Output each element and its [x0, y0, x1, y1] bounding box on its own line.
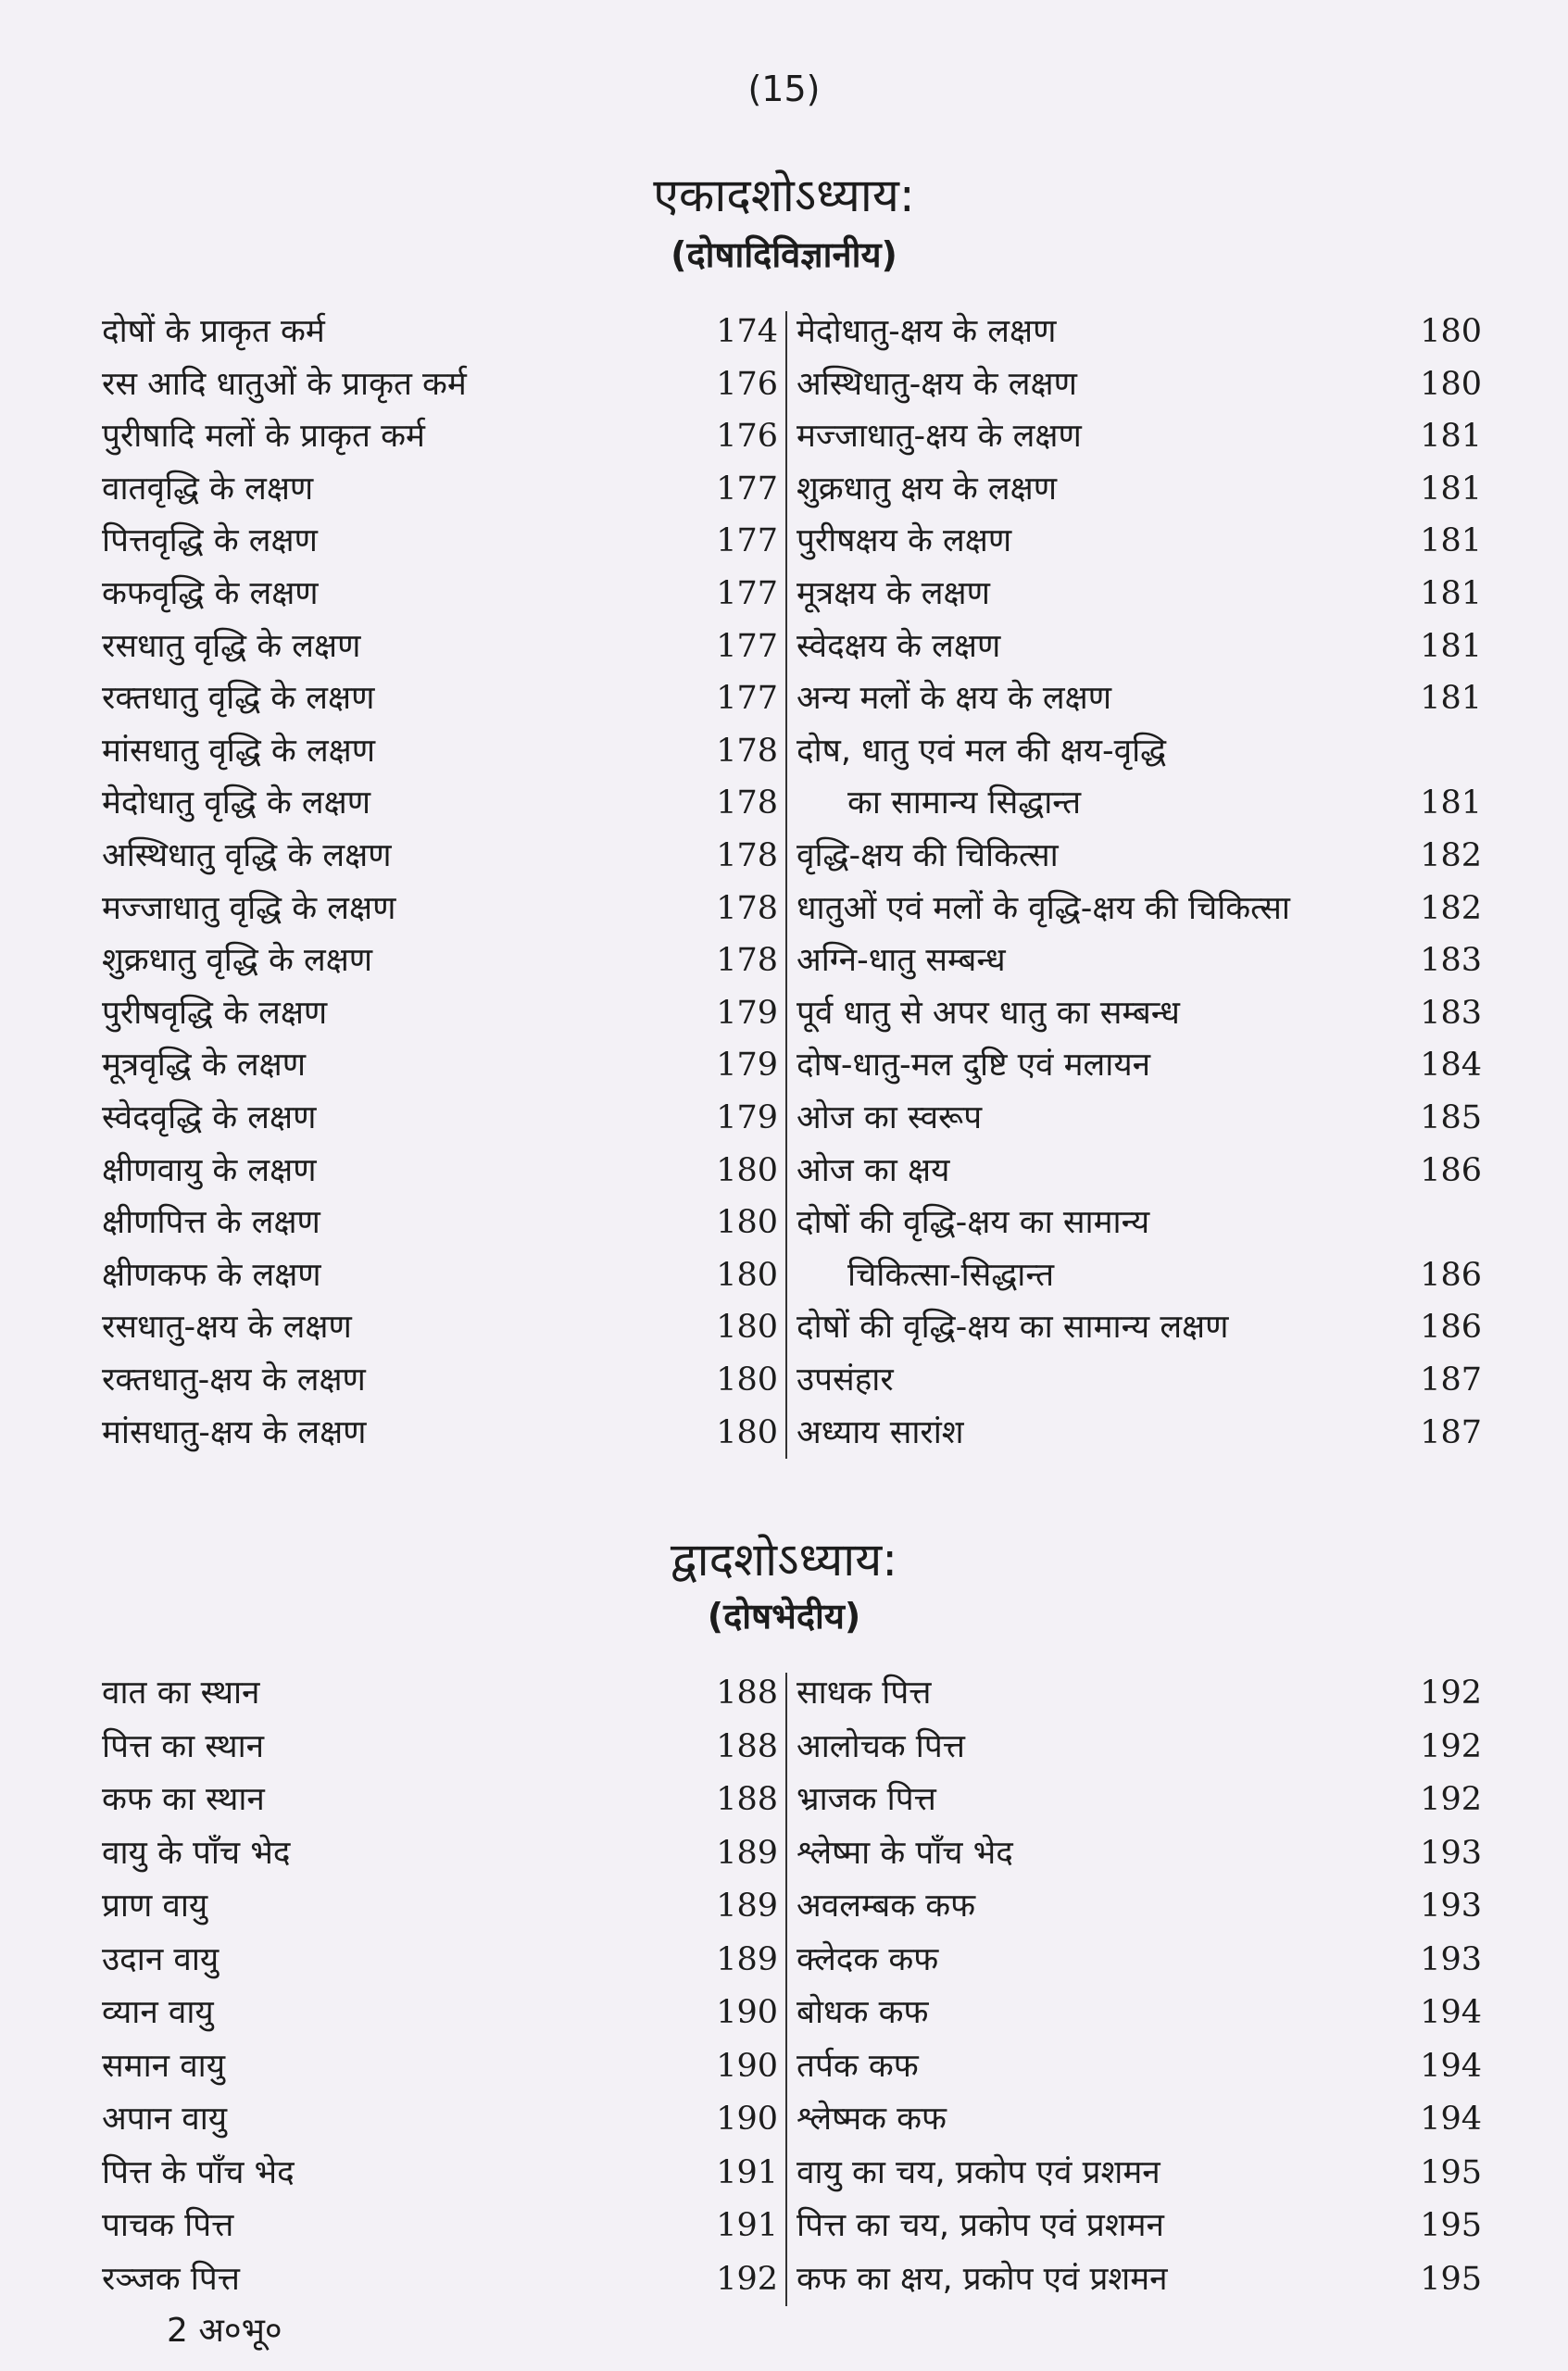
toc-entry-page: 178: [716, 837, 778, 874]
toc-entry-title: चिकित्सा-सिद्धान्त: [847, 1256, 1055, 1294]
toc-row: [0, 410, 1568, 462]
toc-entry-page: 195: [1420, 2207, 1482, 2244]
toc-entry-title: रक्तधातु वृद्धि के लक्षण: [102, 680, 375, 718]
toc-entry-page: 188: [716, 1781, 778, 1818]
toc-entry-title: पित्त का स्थान: [102, 1727, 265, 1765]
toc-row: [0, 1987, 1568, 2039]
toc-entry-title: रक्तधातु-क्षय के लक्षण: [102, 1361, 366, 1399]
toc-entry-title: श्लेष्मक कफ: [797, 2101, 947, 2138]
toc-entry-page: 180: [716, 1309, 778, 1347]
toc-entry-page: 181: [1420, 470, 1482, 508]
toc-row: [0, 2147, 1568, 2199]
toc-entry-page: 177: [716, 627, 778, 665]
toc-entry-page: 180: [716, 1256, 778, 1294]
toc-entry-page: 189: [716, 1888, 778, 1925]
toc-entry-page: 187: [1420, 1361, 1482, 1399]
toc-entry-title: उदान वायु: [102, 1940, 220, 1978]
toc-entry-page: 186: [1420, 1151, 1482, 1189]
toc-entry-title: पित्तवृद्धि के लक्षण: [102, 522, 318, 560]
toc-entry-page: 195: [1420, 2153, 1482, 2191]
toc-entry-title: क्षीणवायु के लक्षण: [102, 1151, 317, 1189]
toc-row: [0, 1197, 1568, 1248]
toc-row: [0, 725, 1568, 777]
toc-entry-page: 180: [716, 1413, 778, 1451]
toc-row: [0, 883, 1568, 935]
toc-entry-title: कफवृद्धि के लक्षण: [102, 575, 319, 612]
toc-entry-title: पित्त के पाँच भेद: [102, 2153, 295, 2191]
toc-entry-title: प्राण वायु: [102, 1888, 208, 1925]
toc-entry-title: दोष-धातु-मल दुष्टि एवं मलायन: [797, 1047, 1151, 1085]
toc-entry-page: 179: [716, 1047, 778, 1085]
toc-row: [0, 1880, 1568, 1932]
toc-entry-title: तर्पक कफ: [797, 2047, 919, 2085]
toc-entry-title: अस्थिधातु-क्षय के लक्षण: [797, 365, 1077, 403]
toc-entry-title: मेदोधातु-क्षय के लक्षण: [797, 313, 1057, 350]
toc-entry-title: क्षीणपित्त के लक्षण: [102, 1204, 320, 1242]
toc-row: [0, 2040, 1568, 2092]
toc-entry-title: का सामान्य सिद्धान्त: [847, 784, 1082, 822]
page-number: (15): [747, 69, 821, 109]
toc-entry-title: आलोचक पित्त: [797, 1727, 965, 1765]
toc-row: [0, 1934, 1568, 1986]
toc-entry-title: वात का स्थान: [102, 1675, 260, 1712]
toc-entry-title: दोषों की वृद्धि-क्षय का सामान्य लक्षण: [797, 1309, 1229, 1347]
toc-entry-title: पुरीषवृद्धि के लक्षण: [102, 994, 328, 1032]
toc-entry-title: वायु के पाँच भेद: [102, 1834, 291, 1872]
toc-entry-title: पाचक पित्त: [102, 2207, 234, 2244]
toc-entry-title: श्लेष्मा के पाँच भेद: [797, 1834, 1013, 1872]
toc-entry-title: क्षीणकफ के लक्षण: [102, 1256, 321, 1294]
toc-entry-page: 178: [716, 732, 778, 770]
toc-entry-page: 186: [1420, 1309, 1482, 1347]
toc-entry-page: 177: [716, 470, 778, 508]
toc-row: [0, 672, 1568, 724]
toc-entry-title: उपसंहार: [797, 1361, 894, 1399]
column-divider: [785, 311, 787, 1459]
toc-entry-title: वातवृद्धि के लक्षण: [102, 470, 314, 508]
toc-entry-page: 181: [1420, 627, 1482, 665]
toc-entry-title: मांसधातु वृद्धि के लक्षण: [102, 732, 376, 770]
toc-entry-title: मज्जाधातु-क्षय के लक्षण: [797, 418, 1082, 456]
toc-entry-title: अग्नि-धातु सम्बन्ध: [797, 942, 1006, 980]
toc-row: [0, 1092, 1568, 1144]
toc-entry-page: 192: [716, 2260, 778, 2298]
toc-entry-page: 183: [1420, 942, 1482, 980]
toc-entry-title: मांसधातु-क्षय के लक्षण: [102, 1413, 367, 1451]
toc-entry-title: पुरीषक्षय के लक्षण: [797, 522, 1012, 560]
toc-entry-page: 192: [1420, 1781, 1482, 1818]
toc-entry-page: 180: [716, 1204, 778, 1242]
toc-row: [0, 621, 1568, 672]
chapter-subtitle: (दोषभेदीय): [707, 1596, 861, 1637]
chapter-title: एकादशोऽध्याय:: [653, 169, 915, 222]
toc-row: [0, 1407, 1568, 1459]
toc-row: [0, 306, 1568, 358]
toc-entry-title: बोधक कफ: [797, 1994, 929, 2031]
toc-row: [0, 935, 1568, 986]
toc-entry-title: समान वायु: [102, 2047, 226, 2085]
toc-entry-page: 191: [716, 2153, 778, 2191]
toc-row: [0, 830, 1568, 882]
toc-entry-title: मज्जाधातु वृद्धि के लक्षण: [102, 889, 396, 927]
toc-row: [0, 1721, 1568, 1773]
toc-entry-page: 184: [1420, 1047, 1482, 1085]
toc-entry-title: रसधातु वृद्धि के लक्षण: [102, 627, 361, 665]
toc-entry-page: 178: [716, 784, 778, 822]
toc-entry-page: 177: [716, 680, 778, 718]
toc-entry-page: 185: [1420, 1099, 1482, 1136]
footer-signature: 2 अ०भू०: [167, 2312, 282, 2350]
toc-entry-page: 182: [1420, 889, 1482, 927]
toc-entry-page: 181: [1420, 784, 1482, 822]
toc-row: [0, 2093, 1568, 2145]
toc-row: [0, 1249, 1568, 1301]
toc-entry-title: स्वेदवृद्धि के लक्षण: [102, 1099, 317, 1136]
toc-entry-title: वायु का चय, प्रकोप एवं प्रशमन: [797, 2153, 1160, 2191]
toc-entry-page: 190: [716, 1994, 778, 2031]
toc-row: [0, 358, 1568, 410]
toc-row: [0, 1667, 1568, 1719]
toc-entry-title: स्वेदक्षय के लक्षण: [797, 627, 1001, 665]
toc-row: [0, 777, 1568, 829]
toc-entry-title: ओज का क्षय: [797, 1151, 950, 1189]
toc-entry-title: क्लेदक कफ: [797, 1940, 939, 1978]
chapter-subtitle: (दोषादिविज्ञानीय): [671, 234, 897, 275]
toc-entry-page: 174: [716, 313, 778, 350]
toc-entry-title: अन्य मलों के क्षय के लक्षण: [797, 680, 1112, 718]
toc-entry-page: 188: [716, 1727, 778, 1765]
toc-entry-page: 188: [716, 1675, 778, 1712]
toc-entry-title: धातुओं एवं मलों के वृद्धि-क्षय की चिकित्सा: [797, 889, 1290, 927]
toc-entry-title: दोष, धातु एवं मल की क्षय-वृद्धि: [797, 732, 1167, 770]
toc-entry-page: 180: [716, 1361, 778, 1399]
toc-entry-page: 178: [716, 889, 778, 927]
toc-entry-page: 192: [1420, 1675, 1482, 1712]
toc-entry-title: अस्थिधातु वृद्धि के लक्षण: [102, 837, 392, 874]
toc-entry-title: रञ्जक पित्त: [102, 2260, 240, 2298]
toc-entry-page: 180: [1420, 313, 1482, 350]
toc-entry-title: ओज का स्वरूप: [797, 1099, 983, 1136]
toc-row: [0, 1827, 1568, 1879]
toc-entry-page: 187: [1420, 1413, 1482, 1451]
toc-row: [0, 463, 1568, 515]
toc-entry-page: 193: [1420, 1888, 1482, 1925]
toc-entry-page: 180: [1420, 365, 1482, 403]
toc-entry-title: साधक पित्त: [797, 1675, 932, 1712]
toc-entry-page: 177: [716, 575, 778, 612]
toc-entry-page: 181: [1420, 680, 1482, 718]
toc-entry-page: 190: [716, 2047, 778, 2085]
column-divider: [785, 1673, 787, 2306]
toc-row: [0, 515, 1568, 567]
toc-row: [0, 1774, 1568, 1825]
toc-entry-page: 194: [1420, 2047, 1482, 2085]
toc-entry-page: 179: [716, 1099, 778, 1136]
toc-entry-page: 179: [716, 994, 778, 1032]
toc-entry-page: 177: [716, 522, 778, 560]
toc-entry-page: 194: [1420, 1994, 1482, 2031]
toc-row: [0, 1301, 1568, 1353]
toc-entry-title: मूत्रवृद्धि के लक्षण: [102, 1047, 307, 1085]
toc-entry-page: 191: [716, 2207, 778, 2244]
toc-entry-page: 189: [716, 1834, 778, 1872]
toc-entry-title: अध्याय सारांश: [797, 1413, 964, 1451]
toc-row: [0, 2253, 1568, 2305]
toc-row: [0, 987, 1568, 1039]
toc-entry-title: मेदोधातु वृद्धि के लक्षण: [102, 784, 370, 822]
toc-entry-title: पूर्व धातु से अपर धातु का सम्बन्ध: [797, 994, 1180, 1032]
toc-entry-page: 193: [1420, 1834, 1482, 1872]
chapter-title: द्वादशोऽध्याय:: [670, 1533, 898, 1587]
toc-entry-title: शुक्रधातु क्षय के लक्षण: [797, 470, 1058, 508]
toc-entry-title: अपान वायु: [102, 2101, 228, 2138]
toc-entry-page: 181: [1420, 418, 1482, 456]
toc-row: [0, 1039, 1568, 1091]
toc-entry-title: पुरीषादि मलों के प्राकृत कर्म: [102, 418, 425, 456]
toc-entry-page: 195: [1420, 2260, 1482, 2298]
toc-entry-page: 189: [716, 1940, 778, 1978]
toc-entry-title: पित्त का चय, प्रकोप एवं प्रशमन: [797, 2207, 1164, 2244]
toc-entry-title: दोषों के प्राकृत कर्म: [102, 313, 325, 350]
toc-entry-title: अवलम्बक कफ: [797, 1888, 976, 1925]
toc-row: [0, 1354, 1568, 1406]
toc-entry-title: शुक्रधातु वृद्धि के लक्षण: [102, 942, 373, 980]
toc-entry-page: 183: [1420, 994, 1482, 1032]
toc-entry-page: 176: [716, 418, 778, 456]
toc-entry-title: मूत्रक्षय के लक्षण: [797, 575, 990, 612]
toc-entry-page: 194: [1420, 2101, 1482, 2138]
toc-entry-title: भ्राजक पित्त: [797, 1781, 936, 1818]
toc-entry-page: 180: [716, 1151, 778, 1189]
toc-entry-page: 190: [716, 2101, 778, 2138]
toc-entry-page: 186: [1420, 1256, 1482, 1294]
toc-entry-page: 178: [716, 942, 778, 980]
toc-entry-title: दोषों की वृद्धि-क्षय का सामान्य: [797, 1204, 1150, 1242]
toc-entry-page: 193: [1420, 1940, 1482, 1978]
toc-entry-page: 181: [1420, 522, 1482, 560]
toc-entry-title: कफ का क्षय, प्रकोप एवं प्रशमन: [797, 2260, 1168, 2298]
toc-entry-page: 176: [716, 365, 778, 403]
toc-entry-title: व्यान वायु: [102, 1994, 214, 2031]
toc-row: [0, 568, 1568, 620]
toc-row: [0, 1145, 1568, 1197]
toc-entry-title: रस आदि धातुओं के प्राकृत कर्म: [102, 365, 467, 403]
toc-entry-page: 182: [1420, 837, 1482, 874]
toc-entry-title: कफ का स्थान: [102, 1781, 265, 1818]
toc-entry-page: 181: [1420, 575, 1482, 612]
toc-entry-title: वृद्धि-क्षय की चिकित्सा: [797, 837, 1059, 874]
toc-entry-page: 192: [1420, 1727, 1482, 1765]
toc-row: [0, 2200, 1568, 2252]
toc-entry-title: रसधातु-क्षय के लक्षण: [102, 1309, 352, 1347]
